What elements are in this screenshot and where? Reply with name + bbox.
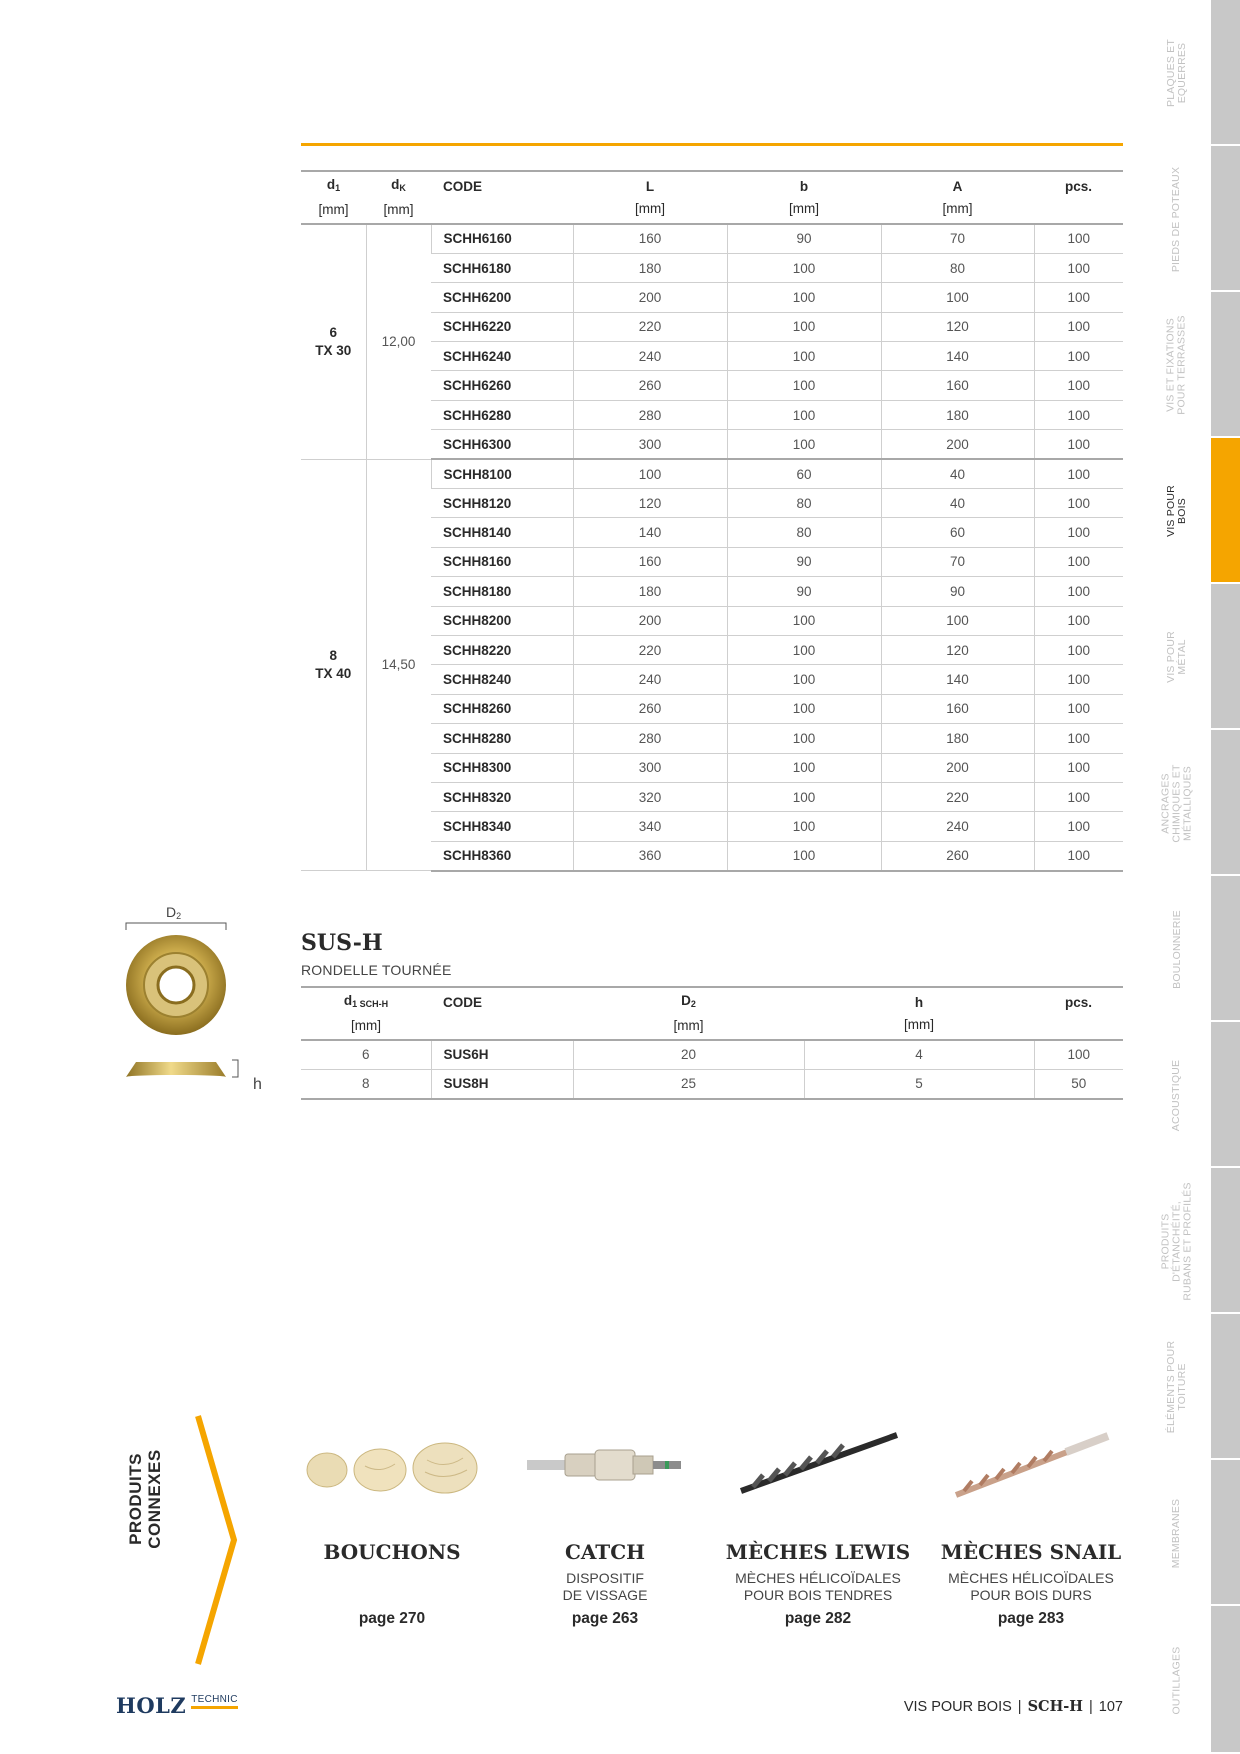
header-L: L [mm] xyxy=(573,171,727,224)
cell-l: 220 xyxy=(573,312,727,341)
washer-diagram xyxy=(120,900,280,1100)
product-catch[interactable] xyxy=(505,1420,705,1628)
cell-a: 240 xyxy=(881,812,1034,841)
cell-code: SCHH6300 xyxy=(431,430,573,459)
cell-a: 200 xyxy=(881,430,1034,459)
label-h: h xyxy=(253,1076,262,1093)
side-tab-12[interactable] xyxy=(1170,1606,1240,1754)
cell-code: SCHH6280 xyxy=(431,400,573,429)
side-tab-label: OUTILLAGES xyxy=(1170,1646,1183,1714)
cell-b: 90 xyxy=(727,547,881,576)
product-bouchons[interactable] xyxy=(292,1420,492,1628)
cell-l: 300 xyxy=(573,753,727,782)
related-products-label: PRODUITS CONNEXES xyxy=(126,1449,164,1549)
cell-l: 260 xyxy=(573,371,727,400)
cell-b: 100 xyxy=(727,782,881,811)
cell-code: SUS8H xyxy=(431,1069,573,1098)
table-header-row xyxy=(301,987,1123,1040)
side-tab-label: VIS POUR BOIS xyxy=(1165,485,1188,537)
table-row xyxy=(301,1040,1123,1069)
cell-code: SCHH8360 xyxy=(431,841,573,870)
cell-code: SCHH6180 xyxy=(431,253,573,282)
cell-a: 40 xyxy=(881,489,1034,518)
side-tab-10[interactable] xyxy=(1165,1314,1240,1460)
cell-b: 100 xyxy=(727,665,881,694)
cell-a: 100 xyxy=(881,606,1034,635)
table-header-row xyxy=(301,171,1123,224)
side-tab-label: ÉLÉMENTS POUR TOITURE xyxy=(1165,1340,1189,1434)
cell-code: SCHH6200 xyxy=(431,283,573,312)
washer-subtitle: RONDELLE TOURNÉE xyxy=(301,962,452,978)
cell-code: SCHH8180 xyxy=(431,577,573,606)
holz-technic-logo: HOLZ TECHNIC xyxy=(116,1693,238,1718)
meches-lewis-image xyxy=(718,1420,918,1510)
cell-pcs: 100 xyxy=(1034,665,1123,694)
cell-pcs: 100 xyxy=(1034,724,1123,753)
cell-a: 180 xyxy=(881,724,1034,753)
header-D2: $D_2$ [mm] xyxy=(573,987,804,1040)
product-name: MÈCHES SNAIL xyxy=(940,1540,1122,1564)
group-dk-cell: 12,00 xyxy=(366,224,431,459)
washer-drawing xyxy=(120,900,280,1100)
cell-code: SCHH8320 xyxy=(431,782,573,811)
cell-code: SCHH8120 xyxy=(431,489,573,518)
washer-title: SUS-H xyxy=(301,930,383,956)
cell-code: SCHH8200 xyxy=(431,606,573,635)
cell-code: SCHH8240 xyxy=(431,665,573,694)
washer-table-section xyxy=(301,986,1123,1100)
product-description xyxy=(292,1570,492,1606)
side-tab-label: PLAQUES ET EQUERRES xyxy=(1165,39,1189,107)
cell-pcs: 100 xyxy=(1034,253,1123,282)
cell-pcs: 100 xyxy=(1034,694,1123,723)
cell-a: 160 xyxy=(881,371,1034,400)
cell-b: 60 xyxy=(727,459,881,488)
cell-pcs: 100 xyxy=(1034,224,1123,253)
product-description: DISPOSITIF DE VISSAGE xyxy=(562,1570,648,1603)
header-dk: $d_K$ [mm] xyxy=(366,171,431,224)
cell-a: 80 xyxy=(881,253,1034,282)
cell-l: 240 xyxy=(573,342,727,371)
side-tab-2[interactable] xyxy=(1170,146,1240,292)
cell-l: 160 xyxy=(573,224,727,253)
side-tab-label: ACOUSTIQUE xyxy=(1170,1059,1183,1131)
cell-d1: 6 xyxy=(301,1040,431,1069)
side-tab-label: PIEDS DE POTEAUX xyxy=(1170,166,1183,272)
cell-pcs: 100 xyxy=(1034,489,1123,518)
label-d2: $D_2$ xyxy=(166,904,182,921)
header-h: h [mm] xyxy=(804,987,1034,1040)
cell-code: SCHH6260 xyxy=(431,371,573,400)
side-tab-3[interactable] xyxy=(1165,292,1240,438)
accent-divider xyxy=(301,143,1123,146)
cell-a: 160 xyxy=(881,694,1034,723)
side-tab-label: VIS ET FIXATIONS POUR TERRASSES xyxy=(1165,315,1188,415)
cell-l: 200 xyxy=(573,283,727,312)
cell-b: 100 xyxy=(727,371,881,400)
side-tab-8[interactable] xyxy=(1170,1022,1240,1168)
cell-code: SCHH8280 xyxy=(431,724,573,753)
cell-l: 140 xyxy=(573,518,727,547)
header-d1-sch-h: $d_{1 SCH-H}$ [mm] xyxy=(301,987,431,1040)
cell-a: 200 xyxy=(881,753,1034,782)
cell-l: 300 xyxy=(573,430,727,459)
product-page-link[interactable]: page 263 xyxy=(571,1610,639,1627)
catch-image xyxy=(505,1420,705,1510)
cell-l: 160 xyxy=(573,547,727,576)
product-meches-snail[interactable] xyxy=(931,1420,1131,1628)
cell-pcs: 100 xyxy=(1034,371,1123,400)
cell-a: 220 xyxy=(881,782,1034,811)
product-description: MÈCHES HÉLICOÏDALES POUR BOIS DURS xyxy=(948,1570,1114,1603)
cell-b: 90 xyxy=(727,224,881,253)
cell-code: SCHH8260 xyxy=(431,694,573,723)
header-A: A [mm] xyxy=(881,171,1034,224)
cell-l: 260 xyxy=(573,694,727,723)
cell-b: 100 xyxy=(727,283,881,312)
header-d1: $d_1$ [mm] xyxy=(301,171,366,224)
product-description: MÈCHES HÉLICOÏDALES POUR BOIS TENDRES xyxy=(735,1570,901,1603)
cell-l: 320 xyxy=(573,782,727,811)
page-number: 107 xyxy=(1098,1699,1123,1715)
cell-code: SUS6H xyxy=(431,1040,573,1069)
cell-pcs: 100 xyxy=(1034,812,1123,841)
product-page-link[interactable]: page 282 xyxy=(784,1610,852,1627)
cell-a: 70 xyxy=(881,547,1034,576)
main-table-section xyxy=(301,143,1123,872)
cell-b: 100 xyxy=(727,812,881,841)
cell-code: SCHH6160 xyxy=(431,224,573,253)
cell-a: 70 xyxy=(881,224,1034,253)
cell-pcs: 100 xyxy=(1034,782,1123,811)
table-row xyxy=(301,1069,1123,1098)
cell-b: 100 xyxy=(727,753,881,782)
side-tab-5[interactable] xyxy=(1165,584,1240,730)
cell-pcs: 100 xyxy=(1034,753,1123,782)
cell-l: 280 xyxy=(573,400,727,429)
side-tab-1[interactable] xyxy=(1165,0,1240,146)
footer-breadcrumb: VIS POUR BOIS | SCH-H | 107 xyxy=(903,1698,1123,1715)
table-body xyxy=(301,1040,1123,1099)
cell-pcs: 100 xyxy=(1034,606,1123,635)
side-tab-6[interactable] xyxy=(1159,730,1240,876)
cell-pcs: 100 xyxy=(1034,547,1123,576)
cell-code: SCHH8300 xyxy=(431,753,573,782)
header-code: CODE xyxy=(431,171,573,224)
cell-pcs: 100 xyxy=(1034,635,1123,664)
cell-b: 100 xyxy=(727,635,881,664)
sch-h-spec-table xyxy=(301,170,1123,872)
side-tab-label: MEMBRANES xyxy=(1170,1498,1183,1568)
cell-pcs: 100 xyxy=(1034,577,1123,606)
cell-pcs: 100 xyxy=(1034,430,1123,459)
cell-b: 100 xyxy=(727,400,881,429)
cell-b: 90 xyxy=(727,577,881,606)
table-body xyxy=(301,224,1123,871)
washer-side-view xyxy=(126,1062,226,1077)
cell-a: 260 xyxy=(881,841,1034,870)
cell-b: 100 xyxy=(727,694,881,723)
cell-d2: 20 xyxy=(573,1040,804,1069)
cell-b: 80 xyxy=(727,489,881,518)
cell-a: 40 xyxy=(881,459,1034,488)
side-tab-4[interactable] xyxy=(1165,438,1240,584)
cell-a: 120 xyxy=(881,635,1034,664)
cell-pcs: 100 xyxy=(1034,342,1123,371)
cell-code: SCHH6240 xyxy=(431,342,573,371)
cell-l: 100 xyxy=(573,459,727,488)
group-d1-cell: 6 TX 30 xyxy=(301,224,366,459)
side-tab-9[interactable] xyxy=(1159,1168,1240,1314)
sus-h-table xyxy=(301,986,1123,1100)
cell-pcs: 100 xyxy=(1034,841,1123,870)
cell-d2: 25 xyxy=(573,1069,804,1098)
meches-snail-image xyxy=(931,1420,1131,1510)
cell-pcs: 50 xyxy=(1034,1069,1123,1098)
product-name: BOUCHONS xyxy=(323,1540,461,1564)
cell-code: SCHH8220 xyxy=(431,635,573,664)
cell-pcs: 100 xyxy=(1034,283,1123,312)
cell-b: 100 xyxy=(727,312,881,341)
cell-pcs: 100 xyxy=(1034,518,1123,547)
cell-a: 100 xyxy=(881,283,1034,312)
cell-l: 220 xyxy=(573,635,727,664)
product-page-link[interactable]: page 270 xyxy=(358,1610,426,1627)
cell-l: 360 xyxy=(573,841,727,870)
side-tab-label: BOULONNERIE xyxy=(1170,909,1183,989)
product-meches-lewis[interactable] xyxy=(718,1420,918,1628)
cell-l: 340 xyxy=(573,812,727,841)
table-row xyxy=(301,459,1123,488)
cell-b: 100 xyxy=(727,342,881,371)
cell-a: 90 xyxy=(881,577,1034,606)
side-tab-label: ANCRAGES CHIMIQUES ET MÉTALLIQUES xyxy=(1159,763,1194,843)
side-tab-11[interactable] xyxy=(1170,1460,1240,1606)
header-code: CODE xyxy=(431,987,573,1040)
group-d1-cell: 8 TX 40 xyxy=(301,459,366,870)
cell-l: 180 xyxy=(573,577,727,606)
cell-l: 200 xyxy=(573,606,727,635)
product-name: MÈCHES LEWIS xyxy=(725,1540,911,1564)
header-pcs: pcs. xyxy=(1034,987,1123,1040)
cell-code: SCHH8160 xyxy=(431,547,573,576)
product-name: CATCH xyxy=(564,1540,646,1564)
side-tab-7[interactable] xyxy=(1170,876,1240,1022)
footer-section: VIS POUR BOIS xyxy=(903,1699,1012,1715)
cell-d1: 8 xyxy=(301,1069,431,1098)
cell-pcs: 100 xyxy=(1034,400,1123,429)
cell-code: SCHH8340 xyxy=(431,812,573,841)
product-page-link[interactable]: page 283 xyxy=(997,1610,1065,1627)
cell-l: 180 xyxy=(573,253,727,282)
cell-b: 80 xyxy=(727,518,881,547)
cell-a: 140 xyxy=(881,342,1034,371)
table-row xyxy=(301,224,1123,253)
cell-h: 4 xyxy=(804,1040,1034,1069)
cell-b: 100 xyxy=(727,841,881,870)
cell-a: 140 xyxy=(881,665,1034,694)
cell-b: 100 xyxy=(727,253,881,282)
cell-a: 60 xyxy=(881,518,1034,547)
cell-h: 5 xyxy=(804,1069,1034,1098)
cell-pcs: 100 xyxy=(1034,459,1123,488)
bouchons-image xyxy=(292,1420,492,1510)
cell-pcs: 100 xyxy=(1034,1040,1123,1069)
cell-b: 100 xyxy=(727,430,881,459)
footer-product: SCH-H xyxy=(1027,1698,1084,1715)
cell-l: 120 xyxy=(573,489,727,518)
cell-a: 180 xyxy=(881,400,1034,429)
cell-l: 280 xyxy=(573,724,727,753)
cell-code: SCHH6220 xyxy=(431,312,573,341)
side-tabs xyxy=(1159,0,1240,1754)
cell-b: 100 xyxy=(727,724,881,753)
cell-a: 120 xyxy=(881,312,1034,341)
cell-b: 100 xyxy=(727,606,881,635)
side-tab-label: VIS POUR MÉTAL xyxy=(1165,631,1188,683)
cell-code: SCHH8140 xyxy=(431,518,573,547)
header-pcs: pcs. xyxy=(1034,171,1123,224)
group-dk-cell: 14,50 xyxy=(366,459,431,870)
cell-l: 240 xyxy=(573,665,727,694)
side-tab-label: PRODUITS D'ÉTANCHÉITÉ, RUBANS ET PROFILÉS xyxy=(1159,1181,1194,1301)
header-b: b [mm] xyxy=(727,171,881,224)
cell-code: SCHH8100 xyxy=(431,459,573,488)
cell-pcs: 100 xyxy=(1034,312,1123,341)
chevron-arrow-icon xyxy=(190,1412,240,1668)
